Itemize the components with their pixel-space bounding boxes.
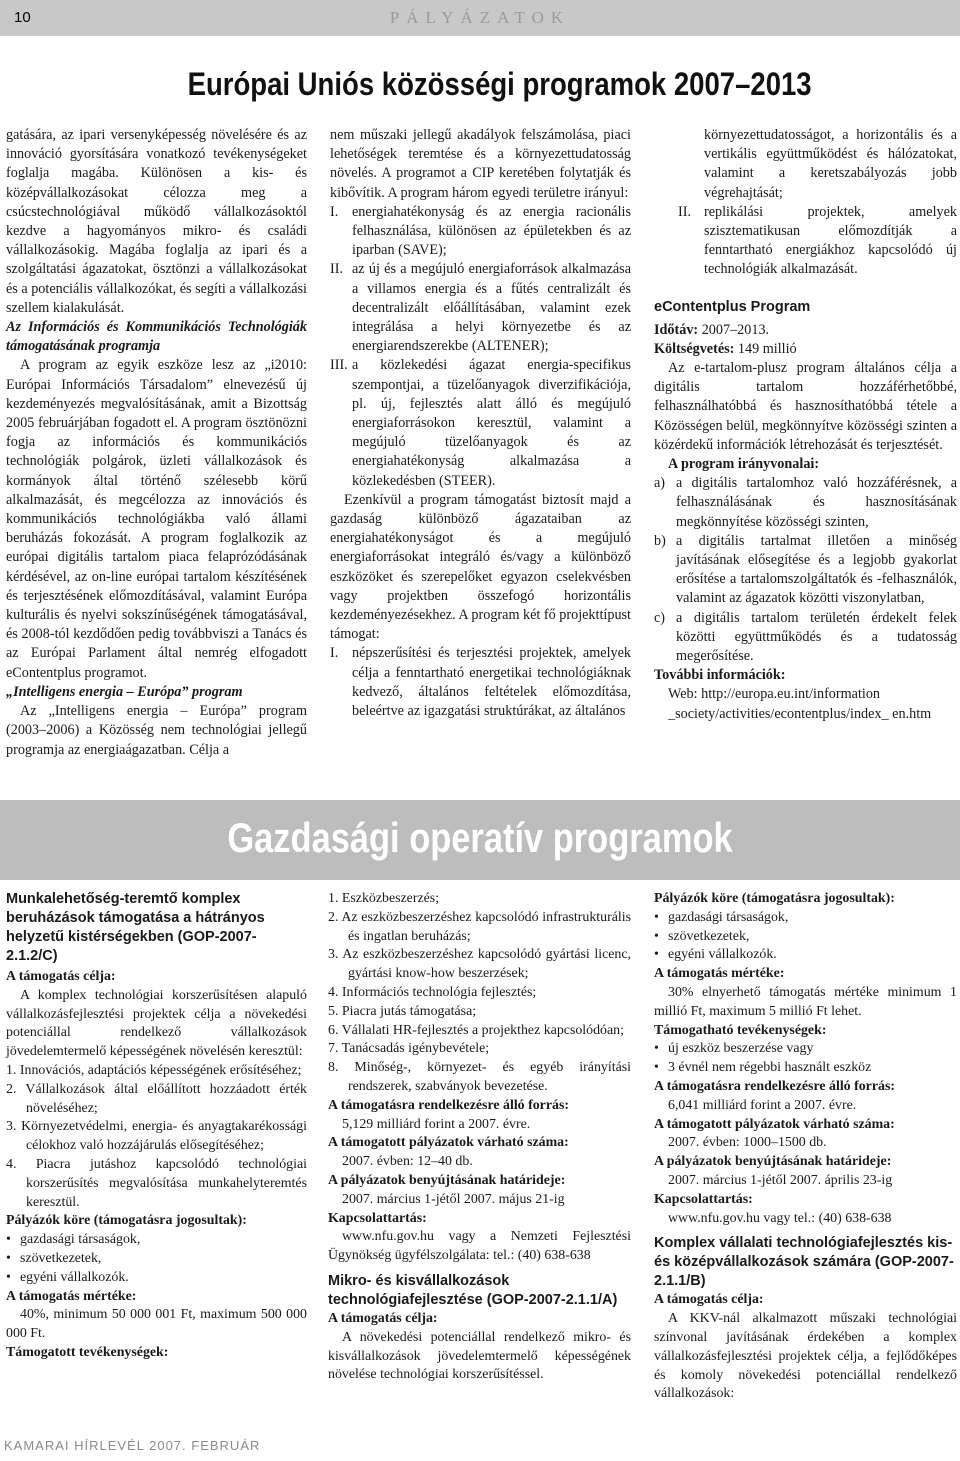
section-heading: Komplex vállalati technológiafejlesztés kis- és középvállalkozások számára (GOP-2007-2.1.1/B) [654, 1235, 954, 1290]
value: 2007. évben: 12–40 db. [342, 1154, 473, 1170]
label: A támogatás mértéke: [6, 1288, 137, 1304]
list-item: 1. Innovációs, adaptációs képességének erősítéséhez; [6, 1062, 302, 1078]
paragraph: Ezenkívül a program támogatást biztosít majd a gazdaság különböző ágazataiban az energiahatékonyságot és a megújuló energiaforrásokat integráló és/vagy a különböző eszközöket és szerepelőket egyazon cselekvésben vagy projektben összefogó horizontális kezdeményezésekhez. A program két fő projekttípust támogat: [330, 491, 631, 643]
list-text: az új és a megújuló energiaforrások alkalmazása a villamos energia és a fűtés centralizált és decentralizált előállításában, valamint ezek integrálása a helyi környezetbe és az energiarendszerekbe (ALTENER); [352, 261, 631, 355]
label: Költségvetés: [654, 340, 735, 357]
list-item: • gazdasági társaságok, [654, 909, 957, 928]
list-text: a digitális tartalom területén érdekelt felek közötti együttműködés és a tudatosság megerősítése. [676, 609, 957, 665]
label: A támogatás mértéke: [654, 966, 785, 982]
list-text: replikálási projektek, amelyek szisztematikusan előmozdítják a fenntartható energiákhoz kapcsolódó új technológiák alkalmazását. [704, 203, 957, 278]
list-item: • egyéni vállalkozók. [654, 946, 957, 965]
label: A támogatás célja: [654, 1292, 764, 1308]
list-item [330, 644, 631, 721]
subheading: „Intelligens energia – Európa” program [6, 683, 243, 700]
list-item: 4. Piacra jutáshoz kapcsolódó technológiai korszerűsítés megvalósítása munkahelyteremtés keresztül. [6, 1156, 307, 1210]
band-title: Gazdasági operatív programok [227, 814, 733, 861]
list-text: energiahatékonyság és az energia racionális felhasználása, különösen az épületekben és az iparban (SAVE); [352, 203, 631, 259]
label: A program irányvonalai: [668, 456, 820, 473]
list-item: 6. Vállalati HR-fejlesztés a projekthez kapcsolódóan; [328, 1022, 624, 1038]
value: 2007. március 1-jétől 2007. május 21-ig [342, 1191, 565, 1207]
paragraph: Az e-tartalom-plusz program általános célja a digitális tartalom hozzáférhetőbbé, felhasználhatóbbá és hasznosíthatóbbá tétele a Közösségen belül, megkönnyítve közösségi szinten a közérdekű információk létrehozását és terjesztését. [654, 360, 957, 453]
paragraph: gatására, az ipari versenyképesség növelésére és az innováció gyorsítására vonatkozó tevékenységeket foglalja magába. Különösen a kis- és középvállalkozásokat célozza meg a csúcstechnológiával működő vállalkozásoktól kezdve a hagyományos mikro- és családi vállalkozásokig. Magába foglalja az ipari és a szolgáltatási ágazatokat, ösztönzi a vállalkozásokat és a potenciális vállalkozókat, és segíti a vállalkozási szellem kialakulását. [6, 127, 307, 316]
list-item: 5. Piacra jutás támogatása; [328, 1003, 477, 1019]
web-link[interactable]: Web: http://europa.eu.int/information _society/activities/econtentplus/index_ en.htm [668, 686, 932, 722]
list-number: II. [678, 203, 691, 220]
list-number: I. [330, 203, 339, 220]
label: Pályázók köre (támogatásra jogosultak): [654, 891, 895, 906]
page-title: Európai Uniós közösségi programok 2007–2013 [187, 66, 812, 102]
value: 6,041 milliárd forint a 2007. évre. [668, 1097, 857, 1113]
paragraph: 40%, minimum 50 000 001 Ft, maximum 500 000 000 Ft. [6, 1307, 307, 1342]
paragraph: A növekedési potenciállal rendelkező mikro- és kisvállalkozások jövedelemtermelő képességének növelése technológiai korszerűsítéssel. [328, 1329, 631, 1383]
page-number: 10 [14, 9, 31, 26]
label: Kapcsolattartás: [328, 1210, 427, 1226]
footer: KAMARAI HÍRLEVÉL 2007. FEBRUÁR [4, 1438, 261, 1453]
label: A támogatás célja: [6, 969, 116, 984]
list-letter: b) [654, 532, 666, 549]
column-2 [330, 126, 631, 721]
value: www.nfu.gov.hu vagy a Nemzeti Fejlesztési Ügynökség ügyfélszolgálata: tel.: (40) 638-638 [328, 1229, 631, 1264]
value: 2007. március 1-jétől 2007. április 23-ig [668, 1172, 893, 1188]
paragraph: Az „Intelligens energia – Európa” program (2003–2006) a Közösség nem technológiai jellegű programja az energiaágazatban. Célja a [6, 703, 307, 758]
list-item: • szövetkezetek, [6, 1250, 307, 1269]
value: 5,129 milliárd forint a 2007. évre. [342, 1116, 531, 1132]
list-item: • gazdasági társaságok, [6, 1231, 307, 1250]
label: Kapcsolattartás: [654, 1191, 753, 1207]
value: 2007–2013. [701, 321, 770, 338]
list-item: 3. Az eszközbeszerzéshez kapcsolódó gyártási licenc, gyártási know-how beszerzések; [328, 947, 631, 982]
list-item: • új eszköz beszerzése vagy [654, 1040, 957, 1059]
paragraph: 30% elnyerhető támogatás mértéke minimum 1 millió Ft, maximum 5 millió Ft lehet. [654, 984, 957, 1019]
list-item [654, 532, 957, 609]
budget-line [654, 340, 957, 359]
lower-column-1 [6, 890, 307, 1363]
list-item [330, 203, 631, 261]
list-letter: c) [654, 609, 666, 626]
label: További információk: [654, 667, 786, 684]
list-item [330, 260, 631, 356]
list-item [654, 609, 957, 667]
time-line [654, 321, 957, 340]
value: 2007. évben: 1000–1500 db. [668, 1135, 827, 1151]
label: Pályázók köre (támogatásra jogosultak): [6, 1213, 247, 1229]
list-item [654, 474, 957, 532]
column-3 [654, 126, 957, 724]
list-item: 7. Tanácsadás igénybevétele; [328, 1041, 490, 1057]
paragraph: nem műszaki jellegű akadályok felszámolása, piaci lehetőségek teremtése és a környezettudatosság növelés. A programot a CIP keretében folytatják és kibővítik. A program három egyedi területre irányul: [330, 127, 631, 201]
list-number: I. [330, 645, 339, 662]
label: A támogatásra rendelkezésre álló forrás: [654, 1078, 895, 1094]
label: Támogatható tevékenységek: [654, 1022, 827, 1038]
list-item: • egyéni vállalkozók. [6, 1269, 307, 1288]
list-letter: a) [654, 475, 666, 492]
lower-column-3 [654, 890, 957, 1404]
list-item: • 3 évnél nem régebbi használt eszköz [654, 1059, 957, 1078]
label: Időtáv: [654, 321, 699, 338]
list-number: III. [330, 357, 348, 374]
bullet-list [6, 1231, 307, 1287]
list-text: a digitális tartalomhoz való hozzáférésnek, a felhasználásának és hasznosításának megkönnyítése közösségi szinten, [676, 475, 957, 530]
list-item: 3. Környezetvédelmi, energia- és anyagtakarékossági célokhoz való hozzájárulás elősegítéséhez; [6, 1119, 307, 1154]
list-text: a digitális tartalmat illetően a minőség javításának elősegítése és a legjobb gyakorlat erősítése a tartalomszolgáltatók és -felhasználók, valamint az ágazatok közötti viszonylatban, [676, 532, 957, 607]
label: A pályázatok benyújtásának határideje: [654, 1154, 892, 1170]
list-number: II. [330, 261, 343, 278]
list-text: a közlekedési ágazat energia-specifikus szempontjai, a tüzelőanyagok diverzifikációja, pl. új, fejlesztés alatt álló és megújuló energiaforrásokon keresztül, valamint a megújuló tüzelőanyagok és az energiahatékonyság alkalmazása a közlekedésben (STEER). [352, 357, 631, 489]
section-heading: Mikro- és kisvállalkozások technológiafejlesztése (GOP-2007-2.1.1/A) [328, 1272, 618, 1308]
paragraph: A program az egyik eszköze lesz az „i2010: Európai Információs Társadalom” elnevezésű új kezdeményezés megvalósításának, amit a Bizottság 2005 februárjában fogadott el. A program ösztönözni fogja az információs és kommunikációs technológiák polgárok, üzleti vállalkozások és kormányok által történő szélesebb körű alkalmazását, és megcélozza az innovációs és kommunikációs technológiákba való állami beruházás fokozását. A program foglalkozik az európai digitális tartalom piaca felaprózódásának kérdésével, az on-line európai tartalom készítésének és terjesztésének előmozdításával, valamint Európa kulturális és nyelvi sokszínűségének támogatásával, és 2008-tól kezdődően pedig továbbviszi a Tanács és az Európai Parlament által nemrég elfogadott eContentplus programot. [6, 357, 307, 681]
label: A támogatásra rendelkezésre álló forrás: [328, 1097, 569, 1113]
subheading: Az Információs és Kommunikációs Technológiák támogatásának programja [6, 319, 307, 355]
label: A pályázatok benyújtásának határideje: [328, 1172, 566, 1188]
bullet-list [654, 1040, 957, 1078]
section-heading: eContentplus Program [654, 298, 811, 315]
bullet-list [654, 909, 957, 965]
column-1 [6, 126, 307, 760]
paragraph: környezettudatosságot, a horizontális és a vertikális együttműködést és hálózatokat, valamint a keretszabályozás jobb végrehajtását; [704, 127, 957, 201]
section-title: PÁLYÁZATOK [389, 8, 571, 27]
list-item: 2. Az eszközbeszerzéshez kapcsolódó infrastrukturális és ingatlan beruházás; [328, 909, 631, 944]
value: 149 millió [737, 340, 797, 357]
paragraph: A komplex technológiai korszerűsítésen alapuló vállalkozásfejlesztési projektek célja a növekedési potenciállal rendelkező vállalkozások jövedelemtermelő képességének növelésén keresztül: [6, 987, 307, 1060]
list-item: 8. Minőség-, környezet- és egyéb irányítási rendszerek, szabványok bevezetése. [328, 1060, 631, 1094]
label: A támogatott pályázatok várható száma: [654, 1116, 895, 1132]
lower-column-2 [328, 890, 631, 1385]
list-item: • szövetkezetek, [654, 928, 957, 947]
section-heading: Munkalehetőség-teremtő komplex beruházások támogatása a hátrányos helyzetű kistérségekben (GOP-2007-2.1.2/C) [6, 891, 265, 964]
list-text: népszerűsítési és terjesztési projektek, amelyek célja a fenntartható energetikai technológiáknak kedvező, általános feltételek előmozdítása, beleértve az igazgatási struktúrákat, az általános [352, 645, 631, 720]
value: www.nfu.gov.hu vagy tel.: (40) 638-638 [668, 1210, 892, 1226]
label: A támogatás célja: [328, 1310, 438, 1326]
label: A támogatott pályázatok várható száma: [328, 1135, 569, 1151]
list-item: 1. Eszközbeszerzés; [328, 891, 440, 906]
list-item [654, 203, 957, 280]
list-item [330, 356, 631, 490]
list-item: 4. Információs technológia fejlesztés; [328, 984, 537, 1000]
list-item: 2. Vállalkozások által előállított hozzáadott érték növeléséhez; [6, 1081, 307, 1116]
label: Támogatott tevékenységek: [6, 1344, 169, 1360]
paragraph: A KKV-nál alkalmazott műszaki technológiai színvonal javításának érdekében a komplex vállalkozásfejlesztési projektek célja, a fejlődőképes és komoly növekedési potenciállal rendelkező vállalkozások: [654, 1311, 957, 1402]
